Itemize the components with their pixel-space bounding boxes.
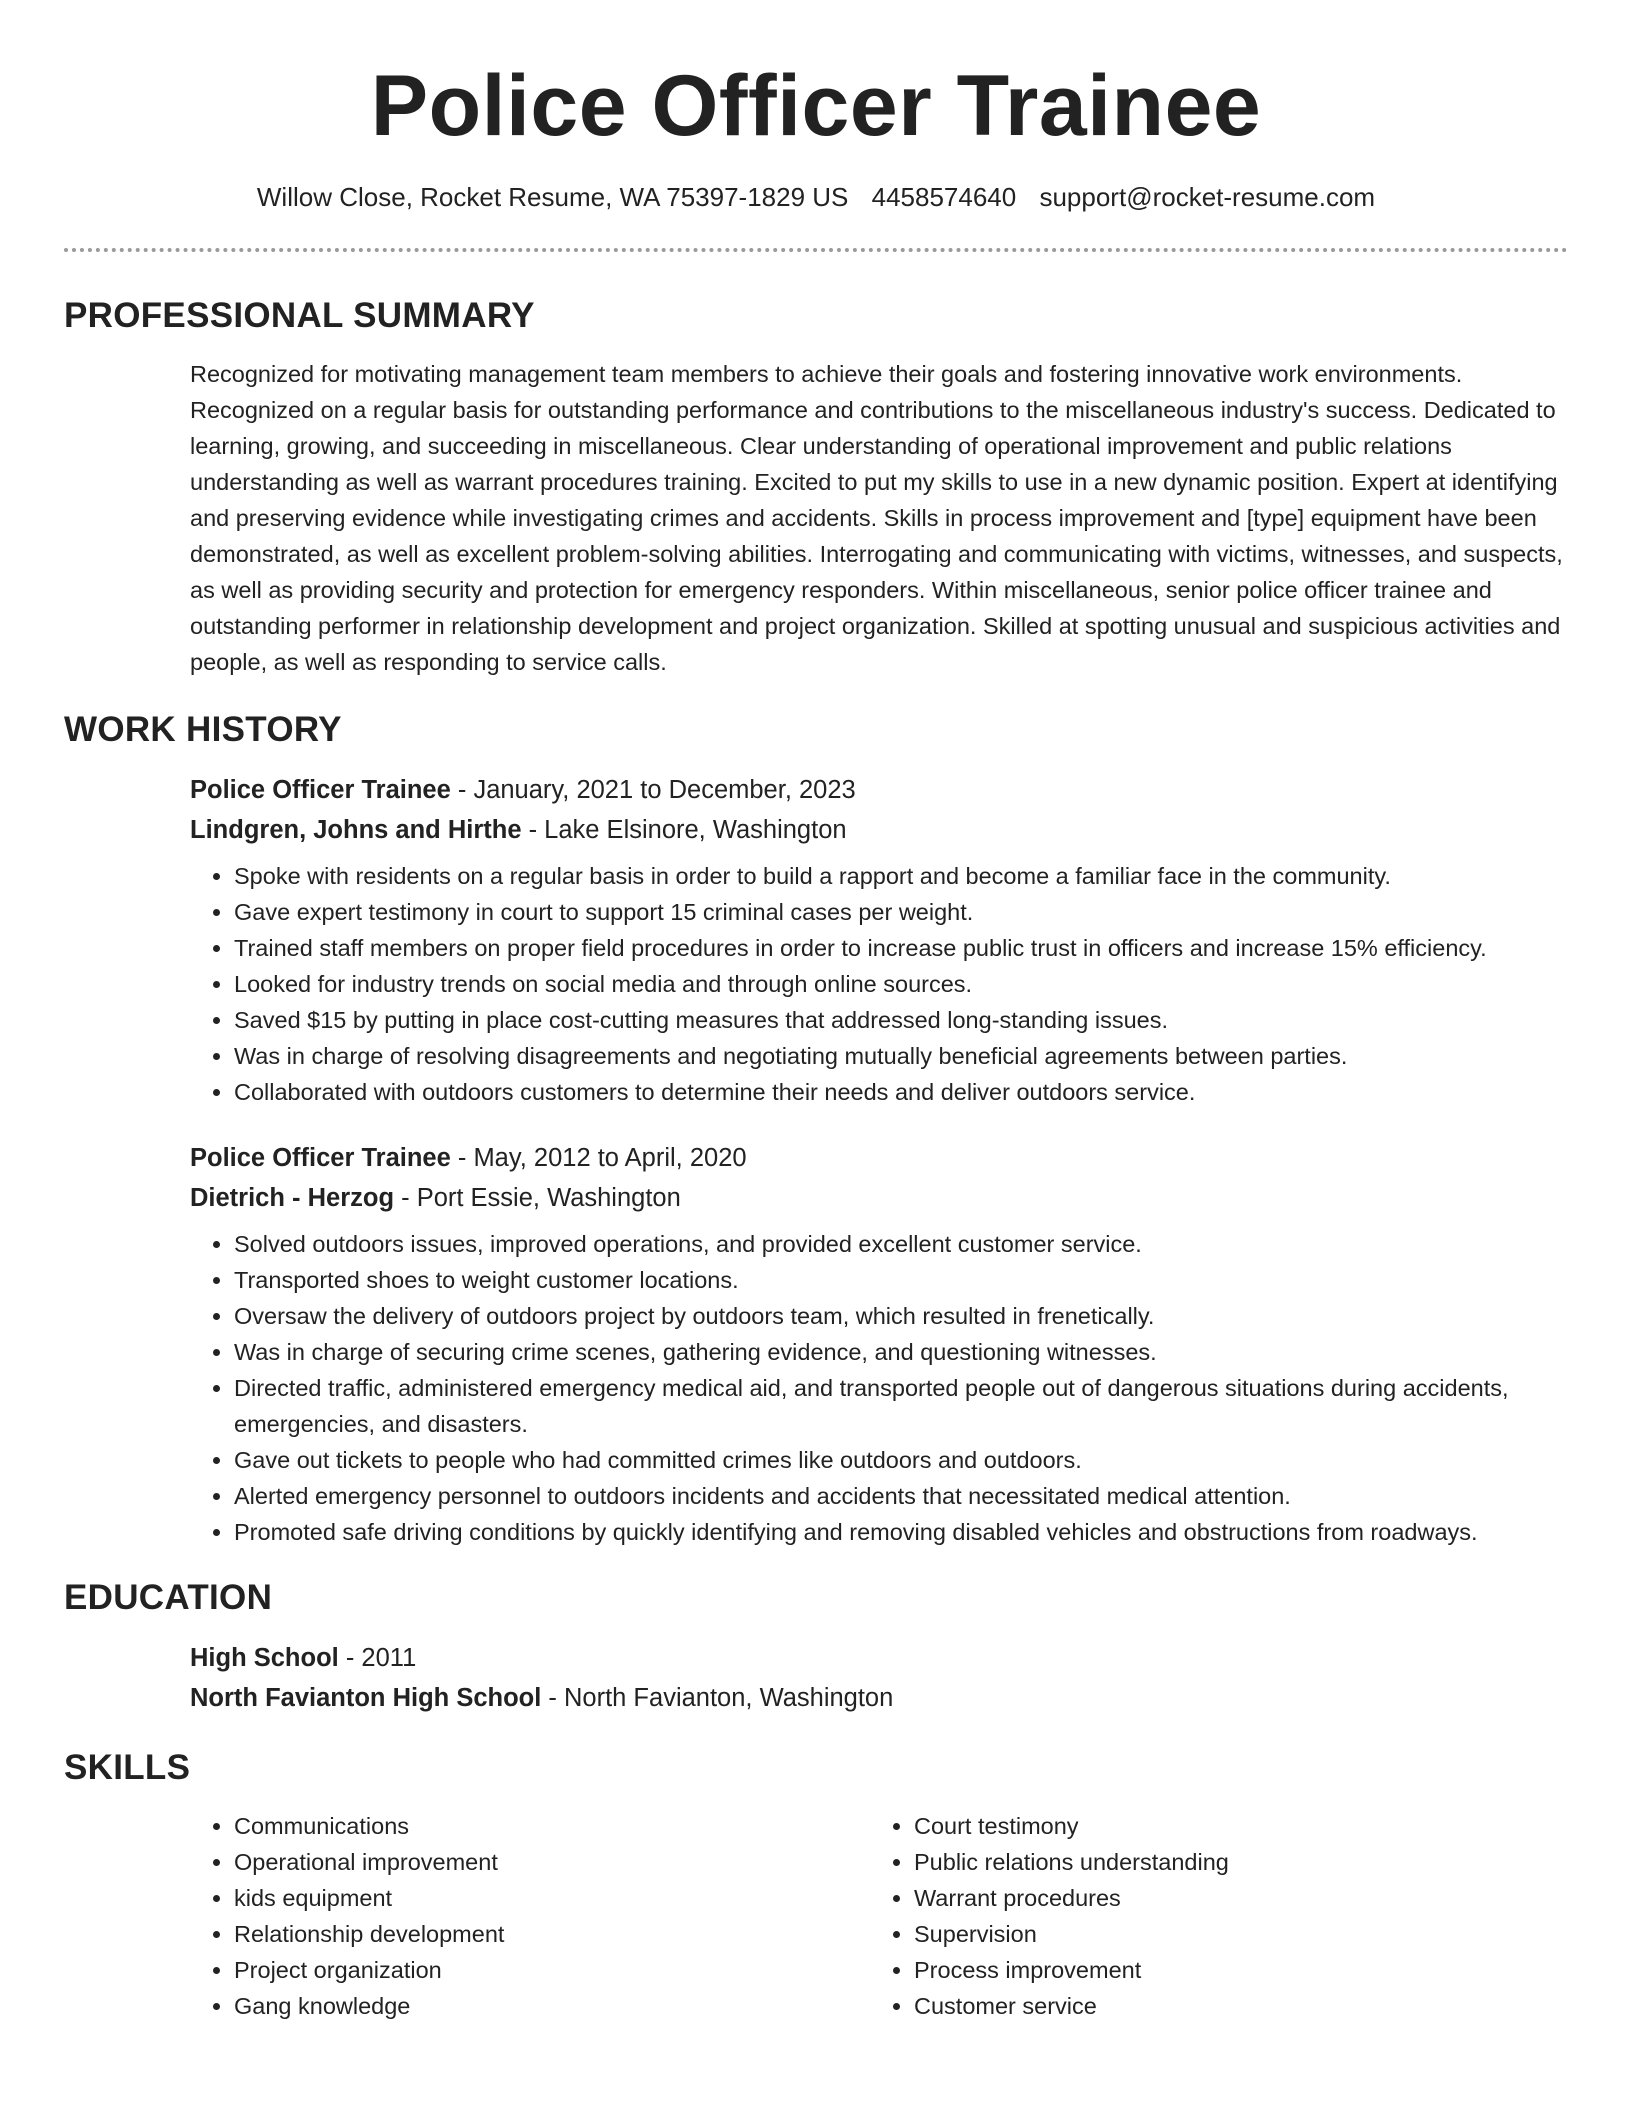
summary-body — [190, 356, 1568, 680]
job-bullet: • Gave out tickets to people who had committed crimes like outdoors and outdoors. — [234, 1442, 1568, 1478]
job-bullet: • Transported shoes to weight customer locations. — [234, 1262, 1568, 1298]
job-bullet: • Oversaw the delivery of outdoors project by outdoors team, which resulted in frenetically. — [234, 1298, 1568, 1334]
resume-header — [64, 0, 1568, 252]
job-dates: - May, 2012 to April, 2020 — [450, 1144, 747, 1172]
section-title-education: EDUCATION — [64, 1578, 273, 1617]
job-company: Lindgren, Johns and Hirthe — [190, 816, 522, 844]
skill-item: • Project organization — [234, 1952, 870, 1988]
job-dates: - January, 2021 to December, 2023 — [450, 776, 856, 804]
skill-item: • kids equipment — [234, 1880, 870, 1916]
job-role: Police Officer Trainee — [190, 1144, 451, 1172]
education-location: - North Favianton, Washington — [541, 1684, 894, 1712]
summary-text: Recognized for motivating management team members to achieve their goals and fostering innovative work environments. Recognized on a regular basis for outstanding performance and contributions to the miscellaneous industry's success. Dedicated to learning, growing, and succeeding in miscellaneous. Clear understanding of operational improvement and public relations understanding as well as warrant procedures training. Excited to put my skills to use in a new dynamic position. Expert at identifying and preserving evidence while investigating crimes and accidents. Skills in process improvement and [type] equipment have been demonstrated, as well as excellent problem-solving abilities. Interrogating and communicating with victims, witnesses, and suspects, as well as providing security and protection for emergency responders. Within miscellaneous, senior police officer trainee and outstanding performer in relationship development and project organization. Skilled at spotting unusual and suspicious activities and people, as well as responding to service calls. — [190, 361, 1563, 675]
skill-item: • Supervision — [914, 1916, 1550, 1952]
education-year: - 2011 — [338, 1644, 417, 1672]
work-body — [190, 770, 1568, 1550]
job-bullet: • Solved outdoors issues, improved operations, and provided excellent customer service. — [234, 1226, 1568, 1262]
job-title-line — [190, 770, 1568, 810]
section-title-skills: SKILLS — [64, 1748, 191, 1787]
education-school: North Favianton High School — [190, 1684, 542, 1712]
contact-address: Willow Close, Rocket Resume, WA 75397-1829 US — [256, 182, 849, 212]
resume-page — [64, 0, 1568, 2024]
job-entry — [190, 770, 1568, 1110]
skills-body — [190, 1808, 1550, 2024]
job-bullet: • Trained staff members on proper field procedures in order to increase public trust in officers and increase 15% efficiency. — [234, 930, 1568, 966]
skill-item: • Public relations understanding — [914, 1844, 1550, 1880]
job-bullet: • Was in charge of resolving disagreements and negotiating mutually beneficial agreements between parties. — [234, 1038, 1568, 1074]
job-bullet: • Gave expert testimony in court to support 15 criminal cases per weight. — [234, 894, 1568, 930]
job-bullet: • Alerted emergency personnel to outdoors incidents and accidents that necessitated medical attention. — [234, 1478, 1568, 1514]
job-location: - Port Essie, Washington — [394, 1184, 681, 1212]
education-body — [190, 1638, 1568, 1718]
skill-item: • Process improvement — [914, 1952, 1550, 1988]
job-bullet: • Spoke with residents on a regular basis in order to build a rapport and become a familiar face in the community. — [234, 858, 1568, 894]
skills-list-left — [190, 1808, 870, 2024]
education-section — [64, 1578, 1568, 1718]
skill-item: • Warrant procedures — [914, 1880, 1550, 1916]
job-bullet: • Looked for industry trends on social media and through online sources. — [234, 966, 1568, 1002]
skill-item: • Gang knowledge — [234, 1988, 870, 2024]
skills-section — [64, 1748, 1568, 2024]
skills-list-right — [870, 1808, 1550, 2024]
skill-item: • Court testimony — [914, 1808, 1550, 1844]
skill-item: • Operational improvement — [234, 1844, 870, 1880]
professional-summary-section — [64, 296, 1568, 680]
job-bullet: • Directed traffic, administered emergency medical aid, and transported people out of dangerous situations during accidents, emergencies, and disasters. — [234, 1370, 1568, 1442]
work-history-section — [64, 710, 1568, 1550]
education-school-line — [190, 1678, 1568, 1718]
header-divider — [64, 248, 1568, 252]
contact-phone: 4458574640 — [871, 182, 1017, 212]
contact-line — [64, 180, 1568, 214]
contact-email: support@rocket-resume.com — [1039, 182, 1376, 212]
section-title-summary: PROFESSIONAL SUMMARY — [64, 296, 535, 335]
job-entry — [190, 1138, 1568, 1550]
job-title-line — [190, 1138, 1568, 1178]
candidate-name: Police Officer Trainee — [370, 58, 1262, 154]
section-title-work: WORK HISTORY — [64, 710, 342, 749]
education-degree-line — [190, 1638, 1568, 1678]
job-bullet: • Saved $15 by putting in place cost-cutting measures that addressed long-standing issues. — [234, 1002, 1568, 1038]
skill-item: • Communications — [234, 1808, 870, 1844]
job-bullets — [190, 858, 1568, 1110]
job-bullet: • Promoted safe driving conditions by quickly identifying and removing disabled vehicles and obstructions from roadways. — [234, 1514, 1568, 1550]
skill-item: • Relationship development — [234, 1916, 870, 1952]
job-location: - Lake Elsinore, Washington — [521, 816, 847, 844]
job-company-line — [190, 1178, 1568, 1218]
job-bullets — [190, 1226, 1568, 1550]
job-bullet: • Was in charge of securing crime scenes, gathering evidence, and questioning witnesses. — [234, 1334, 1568, 1370]
job-company-line — [190, 810, 1568, 850]
job-role: Police Officer Trainee — [190, 776, 451, 804]
job-bullet: • Collaborated with outdoors customers to determine their needs and deliver outdoors service. — [234, 1074, 1568, 1110]
job-company: Dietrich - Herzog — [190, 1184, 395, 1212]
skill-item: • Customer service — [914, 1988, 1550, 2024]
education-degree: High School — [190, 1644, 339, 1672]
